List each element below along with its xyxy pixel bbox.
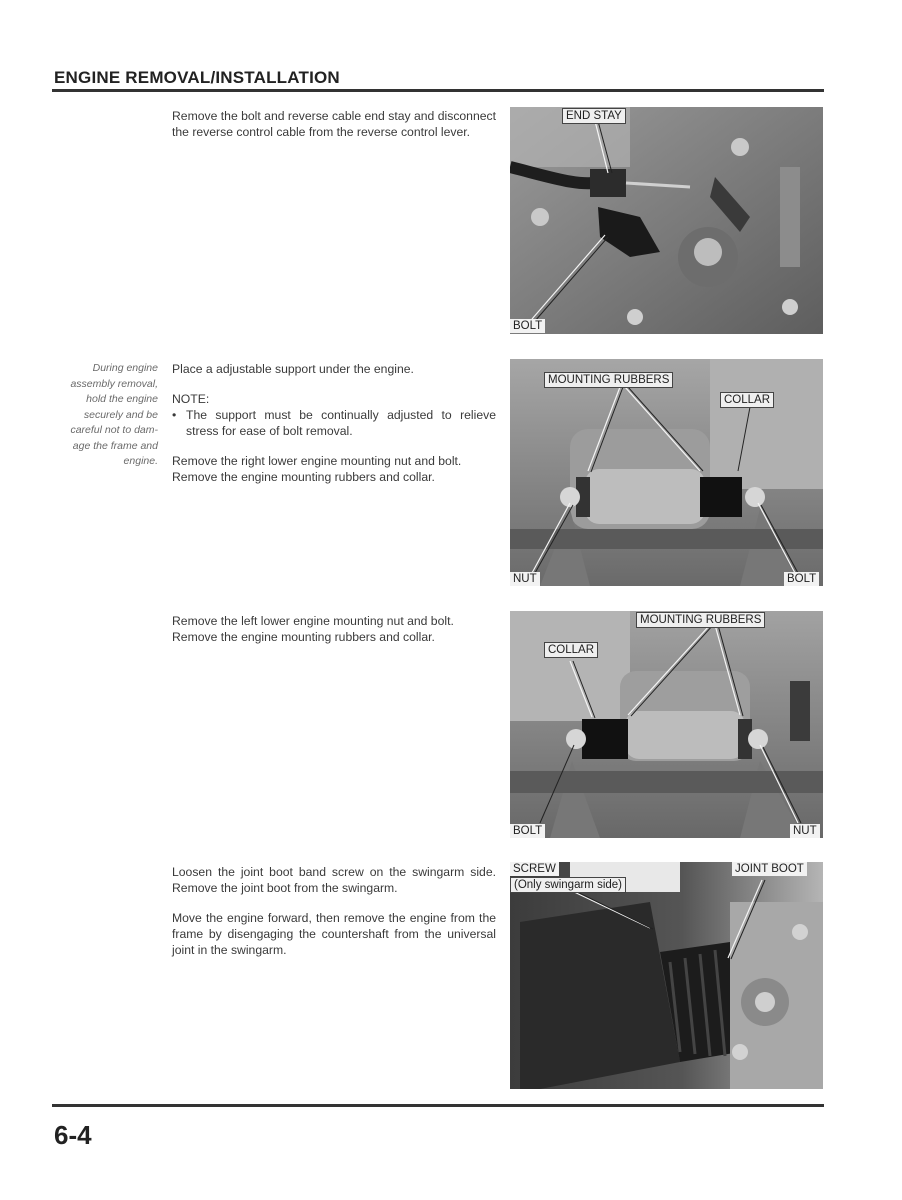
side-note-line: engine. xyxy=(123,455,158,467)
label-joint-boot: JOINT BOOT xyxy=(732,862,807,876)
label-bolt: BOLT xyxy=(510,319,545,333)
note-bullet-text: The support must be continually adjusted to relieve stress for ease of bolt removal. xyxy=(186,408,496,438)
instruction-paragraph: Remove the engine mounting rubbers and collar. xyxy=(172,630,435,644)
section-2-text xyxy=(172,361,496,485)
instruction-paragraph: Remove the left lower engine mounting nut and bolt. xyxy=(172,614,454,628)
engine-photo-illustration xyxy=(510,862,823,1089)
label-bolt: BOLT xyxy=(510,824,545,838)
instruction-paragraph: Remove the bolt and reverse cable end stay and disconnect the reverse control cable from the reverse control lever. xyxy=(172,109,496,139)
page-title: ENGINE REMOVAL/INSTALLATION xyxy=(54,68,340,87)
label-nut: NUT xyxy=(510,572,540,586)
label-screw: SCREW xyxy=(510,862,559,876)
label-bolt: BOLT xyxy=(784,572,819,586)
engine-photo-illustration xyxy=(510,359,823,586)
instruction-paragraph: Loosen the joint boot band screw on the swingarm side. Remove the joint boot from the swingarm. xyxy=(172,865,496,895)
side-note-line: securely and be xyxy=(83,408,158,421)
bullet-dot: • xyxy=(172,408,177,422)
figure-end-stay-photo xyxy=(510,107,823,334)
figure-joint-boot-photo xyxy=(510,862,823,1089)
label-collar: COLLAR xyxy=(720,392,774,408)
label-mounting-rubbers: MOUNTING RUBBERS xyxy=(636,612,765,628)
instruction-paragraph: Move the engine forward, then remove the engine from the frame by disengaging the countershaft from the universal joint in the swingarm. xyxy=(172,911,496,957)
instruction-paragraph: Remove the right lower engine mounting nut and bolt. xyxy=(172,454,462,468)
side-note-line: During engine xyxy=(92,362,158,374)
section-1-text xyxy=(172,108,496,140)
instruction-paragraph: Remove the engine mounting rubbers and collar. xyxy=(172,470,435,484)
header-rule xyxy=(52,89,824,92)
engine-photo-illustration xyxy=(510,107,823,334)
side-note xyxy=(56,361,158,470)
label-nut: NUT xyxy=(790,824,820,838)
side-note-line: careful not to dam- xyxy=(70,424,158,436)
side-note-line: age the frame and xyxy=(72,439,158,452)
section-4-text xyxy=(172,864,496,958)
label-mounting-rubbers: MOUNTING RUBBERS xyxy=(544,372,673,388)
section-3-text xyxy=(172,613,496,645)
figure-right-mount-photo xyxy=(510,359,823,586)
footer-rule xyxy=(52,1104,824,1107)
instruction-paragraph: Place a adjustable support under the engine. xyxy=(172,362,414,376)
side-note-line: hold the engine xyxy=(86,393,158,405)
label-collar: COLLAR xyxy=(544,642,598,658)
note-bullet xyxy=(172,407,496,439)
label-end-stay: END STAY xyxy=(562,108,626,124)
note-label: NOTE: xyxy=(172,392,210,406)
label-screw-note: (Only swingarm side) xyxy=(510,877,626,893)
page-number: 6-4 xyxy=(54,1120,92,1150)
side-note-line: assembly removal, xyxy=(70,377,158,390)
figure-left-mount-photo xyxy=(510,611,823,838)
